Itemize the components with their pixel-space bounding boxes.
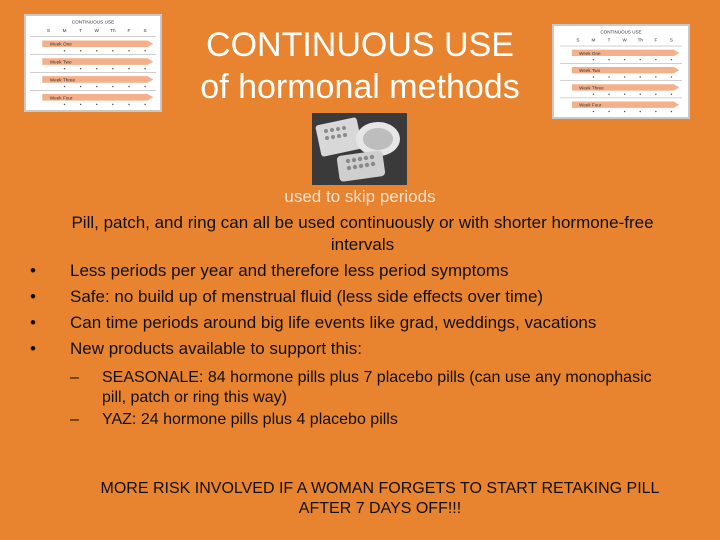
calendar-date-mark	[593, 59, 594, 60]
calendar-week-label: Week Two	[579, 68, 601, 74]
sub-bullet-list	[70, 368, 670, 430]
calendar-header: CONTINUOUS USE	[71, 19, 115, 25]
bullet-item	[30, 338, 670, 430]
calendar-week-label: Week One	[49, 41, 72, 47]
calendar-date-mark	[593, 111, 594, 112]
calendar-date-mark	[624, 76, 625, 77]
calendar-day-label: Th	[637, 37, 643, 43]
bullet-icon: •	[30, 261, 36, 280]
calendar-date-mark	[80, 86, 82, 88]
calendar-day-label: S	[576, 37, 580, 43]
calendar-day-label: S	[669, 37, 673, 43]
calendar-date-mark	[96, 68, 98, 70]
calendar-date-mark	[144, 104, 146, 106]
calendar-date-mark	[112, 86, 114, 88]
calendar-date-mark	[64, 50, 66, 52]
calendar-date-mark	[80, 50, 82, 52]
calendar-day-label: Th	[110, 27, 116, 33]
calendar-date-mark	[640, 111, 641, 112]
calendar-date-mark	[96, 50, 98, 52]
calendar-date-mark	[608, 94, 609, 95]
calendar-day-label: F	[654, 37, 658, 43]
calendar-date-mark	[144, 50, 146, 52]
sub-bullet-item	[70, 410, 670, 430]
calendar-weeks	[560, 46, 682, 112]
calendar-date-mark	[655, 76, 656, 77]
title-line-1: CONTINUOUS USE	[206, 26, 514, 64]
calendar-date-mark	[80, 68, 82, 70]
intro-text: Pill, patch, and ring can all be used continuously or with shorter hormone-free intervals	[71, 213, 654, 254]
calendar-date-mark	[96, 86, 98, 88]
calendar-date-mark	[593, 76, 594, 77]
calendar-date-mark	[112, 50, 114, 52]
bullet-text: Can time periods around big life events like grad, weddings, vacations	[70, 313, 597, 332]
bullet-item	[30, 260, 670, 282]
calendar-date-mark	[640, 76, 641, 77]
calendar-date-mark	[640, 59, 641, 60]
subtitle: used to skip periods	[284, 187, 436, 206]
calendar-image-left	[24, 14, 162, 112]
calendar-week-label: Week Three	[49, 77, 76, 83]
calendar-date-mark	[624, 59, 625, 60]
calendar-date-mark	[128, 50, 130, 52]
calendar-date-mark	[112, 68, 114, 70]
calendar-day-label: W	[622, 37, 627, 43]
calendar-date-mark	[671, 94, 672, 95]
calendar-weeks	[30, 37, 156, 105]
pill-packs-icon	[312, 113, 407, 185]
bullet-icon: •	[30, 287, 36, 306]
calendar-date-mark	[671, 111, 672, 112]
calendar-day-label: S	[46, 27, 50, 33]
bullet-icon: •	[30, 313, 36, 332]
calendar-date-mark	[144, 86, 146, 88]
calendar-date-mark	[608, 111, 609, 112]
warning-text: MORE RISK INVOLVED IF A WOMAN FORGETS TO START RETAKING PILL AFTER 7 DAYS OFF!!!	[100, 480, 660, 517]
calendar-date-mark	[655, 111, 656, 112]
calendar-date-mark	[64, 86, 66, 88]
calendar-date-mark	[96, 104, 98, 106]
sub-bullet-text: YAZ: 24 hormone pills plus 4 placebo pills	[102, 411, 398, 428]
bullet-icon: •	[30, 339, 36, 358]
calendar-date-mark	[624, 111, 625, 112]
calendar-image-right	[552, 24, 690, 119]
calendar-graphic-left	[26, 16, 160, 110]
sub-bullet-item	[70, 368, 670, 408]
calendar-day-label: T	[607, 37, 611, 43]
title-line-2: of hormonal methods	[200, 68, 520, 106]
calendar-date-mark	[624, 94, 625, 95]
calendar-week-label: Week Four	[49, 95, 73, 101]
calendar-date-mark	[128, 104, 130, 106]
calendar-date-mark	[593, 94, 594, 95]
bullet-list	[30, 260, 670, 434]
bullet-text: New products available to support this:	[70, 339, 362, 358]
bullet-item	[30, 312, 670, 334]
sub-bullet-text: SEASONALE: 84 hormone pills plus 7 placebo pills (can use any monophasic pill, patch or ring this way)	[102, 369, 652, 406]
calendar-date-mark	[64, 68, 66, 70]
calendar-date-mark	[144, 68, 146, 70]
calendar-day-label: F	[127, 27, 131, 33]
calendar-date-mark	[128, 68, 130, 70]
bullet-item	[30, 286, 670, 308]
dash-icon: –	[70, 369, 79, 386]
calendar-date-mark	[608, 76, 609, 77]
calendar-date-mark	[112, 104, 114, 106]
pill-packs-photo	[312, 113, 407, 185]
calendar-week-label: Week Two	[49, 59, 72, 65]
bullet-text: Less periods per year and therefore less period symptoms	[70, 261, 509, 280]
calendar-date-mark	[608, 59, 609, 60]
calendar-day-label: M	[62, 27, 67, 33]
calendar-week-label: Week Three	[579, 85, 604, 91]
bullet-text: Safe: no build up of menstrual fluid (less side effects over time)	[70, 287, 544, 306]
calendar-day-label: S	[143, 27, 147, 33]
calendar-date-mark	[128, 86, 130, 88]
calendar-day-row	[47, 28, 147, 33]
calendar-week-label: Week One	[579, 50, 601, 56]
calendar-day-label: M	[591, 37, 596, 43]
calendar-date-mark	[640, 94, 641, 95]
calendar-day-label: W	[94, 27, 99, 33]
calendar-date-mark	[80, 104, 82, 106]
calendar-header: CONTINUOUS USE	[600, 29, 642, 35]
calendar-week-label: Week Four	[579, 102, 602, 108]
calendar-date-mark	[64, 104, 66, 106]
calendar-day-label: T	[79, 27, 83, 33]
calendar-graphic-right	[554, 26, 688, 117]
dash-icon: –	[70, 411, 79, 428]
calendar-date-mark	[655, 94, 656, 95]
slide-title	[175, 24, 545, 108]
calendar-day-row	[576, 37, 673, 42]
calendar-date-mark	[671, 76, 672, 77]
calendar-date-mark	[655, 59, 656, 60]
calendar-date-mark	[671, 59, 672, 60]
